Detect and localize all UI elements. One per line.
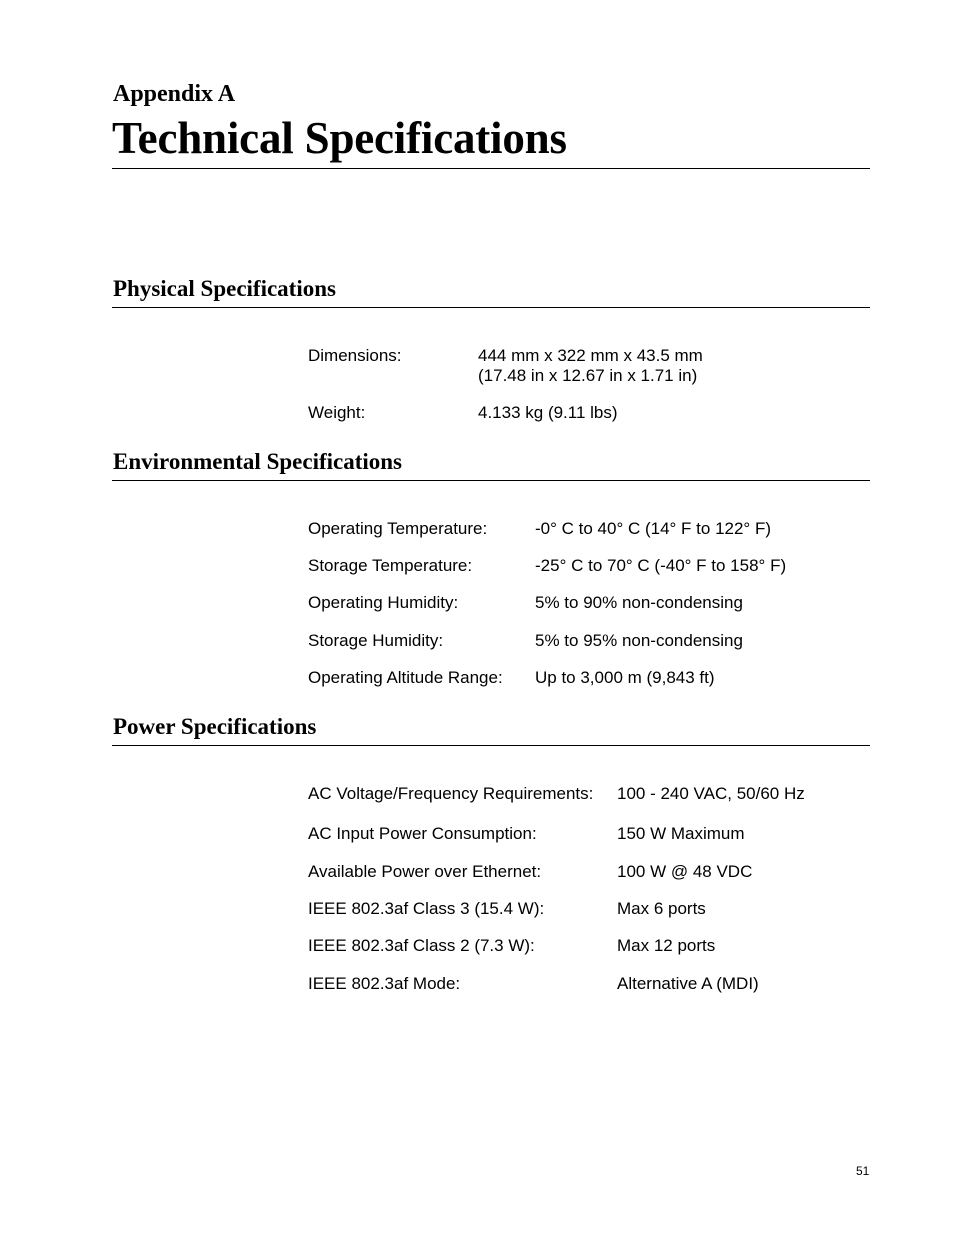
chapter-title: Technical Specifications <box>112 113 567 163</box>
spec-label-class-2: IEEE 802.3af Class 2 (7.3 W): <box>308 936 535 955</box>
spec-label-dimensions: Dimensions: <box>308 346 402 365</box>
spec-value-storage-humidity: 5% to 95% non-condensing <box>535 631 743 650</box>
section-title-power: Power Specifications <box>113 714 317 739</box>
spec-label-storage-temperature: Storage Temperature: <box>308 556 473 575</box>
spec-value-operating-humidity: 5% to 90% non-condensing <box>535 593 743 612</box>
spec-label-storage-humidity: Storage Humidity: <box>308 631 444 650</box>
spec-value-ac-voltage: 100 - 240 VAC, 50/60 Hz <box>617 784 805 803</box>
spec-value-weight: 4.133 kg (9.11 lbs) <box>478 403 618 422</box>
spec-value-operating-altitude: Up to 3,000 m (9,843 ft) <box>535 668 715 687</box>
section-rule-environmental <box>112 480 870 481</box>
chapter-title-rule <box>112 168 870 169</box>
spec-label-operating-temperature: Operating Temperature: <box>308 519 488 538</box>
spec-label-ac-input-power: AC Input Power Consumption: <box>308 824 537 843</box>
spec-label-operating-humidity: Operating Humidity: <box>308 593 459 612</box>
spec-label-ac-voltage: AC Voltage/Frequency Requirements: <box>308 784 594 803</box>
spec-value-operating-temperature: -0° C to 40° C (14° F to 122° F) <box>535 519 771 538</box>
spec-label-operating-altitude: Operating Altitude Range: <box>308 668 503 687</box>
page-number: 51 <box>856 1164 870 1178</box>
spec-value-class-3: Max 6 ports <box>617 899 706 918</box>
spec-value-dimensions-imperial: (17.48 in x 12.67 in x 1.71 in) <box>478 366 698 385</box>
spec-value-ac-input-power: 150 W Maximum <box>617 824 745 843</box>
section-rule-power <box>112 745 870 746</box>
spec-value-dimensions: 444 mm x 322 mm x 43.5 mm <box>478 346 703 365</box>
section-rule-physical <box>112 307 870 308</box>
spec-label-poe-power: Available Power over Ethernet: <box>308 862 542 881</box>
section-title-physical: Physical Specifications <box>113 276 336 301</box>
spec-value-storage-temperature: -25° C to 70° C (-40° F to 158° F) <box>535 556 787 575</box>
spec-value-mode: Alternative A (MDI) <box>617 974 759 993</box>
spec-value-poe-power: 100 W @ 48 VDC <box>617 862 753 881</box>
spec-value-class-2: Max 12 ports <box>617 936 716 955</box>
appendix-label: Appendix A <box>113 81 236 107</box>
spec-label-class-3: IEEE 802.3af Class 3 (15.4 W): <box>308 899 545 918</box>
spec-label-weight: Weight: <box>308 403 366 422</box>
section-title-environmental: Environmental Specifications <box>113 449 403 474</box>
spec-label-mode: IEEE 802.3af Mode: <box>308 974 461 993</box>
